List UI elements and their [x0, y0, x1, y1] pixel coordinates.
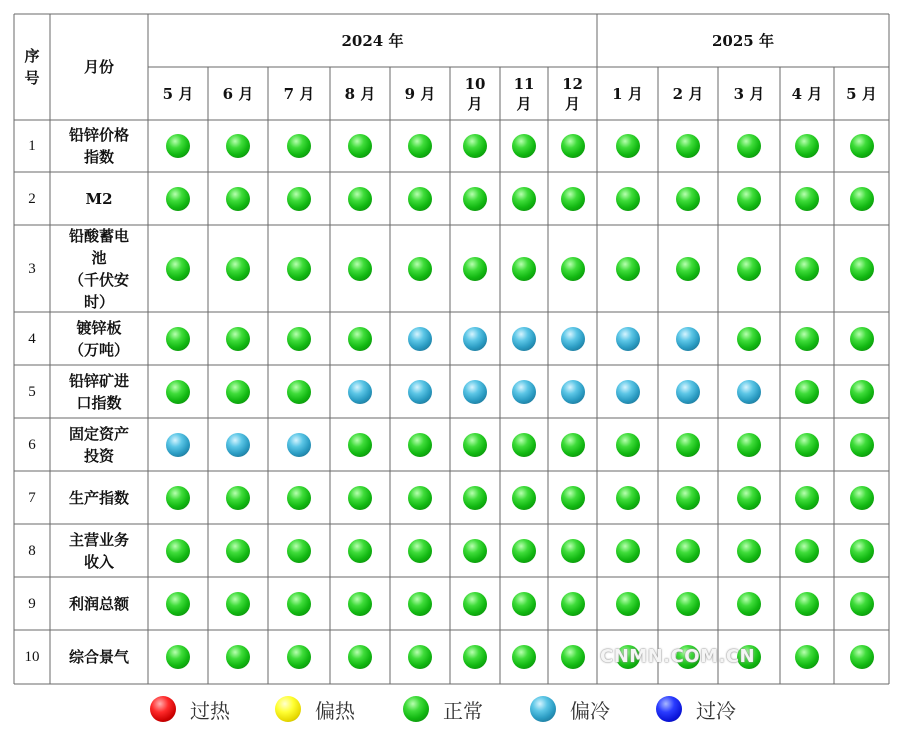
green-ball-icon [463, 592, 487, 616]
green-ball-icon [795, 539, 819, 563]
indicator-name: 铅酸蓄电 池 （千伏安 时） [68, 226, 129, 311]
green-ball-icon [166, 257, 190, 281]
green-ball-icon [408, 134, 432, 158]
green-ball-icon [348, 486, 372, 510]
green-ball-icon [561, 539, 585, 563]
green-ball-icon [408, 433, 432, 457]
row-number: 7 [28, 489, 36, 506]
green-ball-icon [463, 187, 487, 211]
lightblue-ball-icon [166, 433, 190, 457]
month-header: 4 月 [791, 84, 823, 103]
green-ball-icon [795, 592, 819, 616]
green-ball-icon [737, 327, 761, 351]
green-ball-icon [166, 327, 190, 351]
green-ball-icon [226, 486, 250, 510]
legend-label: 偏冷 [570, 698, 610, 723]
green-ball-icon [408, 486, 432, 510]
green-ball-icon [348, 134, 372, 158]
green-ball-icon [463, 433, 487, 457]
month-header: 5 月 [846, 84, 877, 103]
indicator-name: 综合景气 [68, 648, 129, 666]
row-number: 6 [28, 436, 36, 453]
green-ball-icon [226, 592, 250, 616]
green-ball-icon [463, 134, 487, 158]
green-ball-icon [850, 187, 874, 211]
green-ball-icon [676, 187, 700, 211]
green-ball-icon [616, 187, 640, 211]
legend-label: 过冷 [696, 698, 736, 723]
lightblue-ball-icon [512, 380, 536, 404]
row-number: 10 [24, 649, 40, 665]
green-ball-icon [616, 134, 640, 158]
month-header: 8 月 [344, 84, 376, 103]
lightblue-ball-icon [287, 433, 311, 457]
green-ball-icon [850, 257, 874, 281]
month-header: 9 月 [404, 84, 436, 103]
lightblue-ball-icon [408, 327, 432, 351]
indicator-name: 铅锌价格 指数 [68, 126, 129, 166]
green-ball-icon [463, 257, 487, 281]
green-ball-icon [795, 187, 819, 211]
green-ball-icon [408, 539, 432, 563]
lightblue-ball-icon [226, 433, 250, 457]
green-ball-icon [348, 327, 372, 351]
green-ball-icon [737, 539, 761, 563]
green-ball-icon [795, 134, 819, 158]
lightblue-ball-icon [463, 380, 487, 404]
green-ball-icon [166, 539, 190, 563]
green-ball-icon [850, 486, 874, 510]
green-ball-icon [166, 486, 190, 510]
green-ball-icon [463, 486, 487, 510]
legend-item-warm [275, 695, 355, 723]
legend-label: 偏热 [315, 698, 355, 723]
green-ball-icon [287, 645, 311, 669]
green-ball-icon [348, 257, 372, 281]
green-ball-icon [676, 539, 700, 563]
row-number: 4 [28, 330, 36, 347]
green-ball-icon [226, 380, 250, 404]
legend-label: 正常 [443, 698, 483, 723]
green-ball-icon [676, 257, 700, 281]
blue-ball-icon [656, 696, 682, 722]
green-ball-icon [676, 486, 700, 510]
row-number: 3 [28, 260, 36, 277]
green-ball-icon [226, 257, 250, 281]
indicator-name: 铅锌矿进 口指数 [68, 371, 129, 412]
indicator-name: 镀锌板 （万吨） [68, 318, 129, 359]
green-ball-icon [561, 187, 585, 211]
green-ball-icon [226, 539, 250, 563]
green-ball-icon [403, 696, 429, 722]
green-ball-icon [348, 645, 372, 669]
green-ball-icon [795, 257, 819, 281]
lightblue-ball-icon [737, 380, 761, 404]
month-header: 6 月 [222, 84, 254, 103]
green-ball-icon [348, 592, 372, 616]
green-ball-icon [287, 539, 311, 563]
green-ball-icon [850, 433, 874, 457]
legend-item-cold [530, 695, 610, 723]
green-ball-icon [287, 592, 311, 616]
header-month: 月份 [83, 58, 114, 76]
lightblue-ball-icon [408, 380, 432, 404]
indicator-name: 生产指数 [68, 488, 129, 507]
header-seq: 序 号 [24, 47, 40, 87]
row-number: 1 [28, 138, 36, 154]
green-ball-icon [850, 592, 874, 616]
month-header: 11 月 [513, 74, 535, 113]
row-number: 8 [28, 542, 36, 559]
green-ball-icon [348, 187, 372, 211]
green-ball-icon [561, 433, 585, 457]
legend-item-overheat [150, 695, 230, 723]
yellow-ball-icon [275, 696, 301, 722]
green-ball-icon [287, 486, 311, 510]
green-ball-icon [561, 592, 585, 616]
row-number: 9 [28, 595, 36, 612]
lightblue-ball-icon [616, 327, 640, 351]
green-ball-icon [676, 134, 700, 158]
green-ball-icon [463, 645, 487, 669]
green-ball-icon [795, 645, 819, 669]
green-ball-icon [616, 486, 640, 510]
green-ball-icon [561, 134, 585, 158]
red-ball-icon [150, 696, 176, 722]
green-ball-icon [287, 134, 311, 158]
green-ball-icon [616, 539, 640, 563]
green-ball-icon [512, 486, 536, 510]
green-ball-icon [737, 134, 761, 158]
green-ball-icon [512, 187, 536, 211]
green-ball-icon [512, 539, 536, 563]
green-ball-icon [512, 645, 536, 669]
green-ball-icon [850, 134, 874, 158]
green-ball-icon [850, 327, 874, 351]
green-ball-icon [850, 645, 874, 669]
green-ball-icon [408, 645, 432, 669]
green-ball-icon [226, 645, 250, 669]
green-ball-icon [408, 257, 432, 281]
lightblue-ball-icon [561, 380, 585, 404]
indicator-name: 固定资产 投资 [68, 424, 129, 465]
green-ball-icon [512, 134, 536, 158]
green-ball-icon [287, 327, 311, 351]
month-header: 2 月 [672, 84, 704, 103]
green-ball-icon [737, 433, 761, 457]
green-ball-icon [166, 592, 190, 616]
green-ball-icon [166, 134, 190, 158]
lightblue-ball-icon [348, 380, 372, 404]
lightblue-ball-icon [530, 696, 556, 722]
row-number: 2 [28, 190, 36, 207]
lightblue-ball-icon [561, 327, 585, 351]
green-ball-icon [166, 380, 190, 404]
month-header: 1 月 [612, 84, 643, 103]
green-ball-icon [737, 187, 761, 211]
green-ball-icon [561, 645, 585, 669]
green-ball-icon [463, 539, 487, 563]
lightblue-ball-icon [676, 327, 700, 351]
month-header: 5 月 [162, 84, 194, 103]
month-header: 12 月 [562, 74, 583, 113]
row-number: 5 [28, 383, 36, 400]
green-ball-icon [561, 486, 585, 510]
watermark: CNMN.COM.CN [600, 646, 756, 667]
green-ball-icon [676, 433, 700, 457]
legend-label: 过热 [190, 698, 230, 723]
indicator-name: M2 [85, 189, 113, 208]
header-year-2025: 2025 年 [712, 31, 774, 50]
green-ball-icon [616, 433, 640, 457]
green-ball-icon [737, 486, 761, 510]
green-ball-icon [795, 380, 819, 404]
lightblue-ball-icon [463, 327, 487, 351]
header-year-2024: 2024 年 [341, 31, 404, 50]
green-ball-icon [348, 433, 372, 457]
month-header: 10 月 [464, 74, 486, 113]
green-ball-icon [795, 433, 819, 457]
month-header: 3 月 [733, 84, 765, 103]
legend-item-overcool [656, 695, 736, 723]
green-ball-icon [408, 592, 432, 616]
green-ball-icon [348, 539, 372, 563]
green-ball-icon [226, 134, 250, 158]
green-ball-icon [512, 257, 536, 281]
green-ball-icon [512, 433, 536, 457]
green-ball-icon [226, 327, 250, 351]
indicator-name: 主营业务 收入 [68, 530, 129, 571]
green-ball-icon [166, 645, 190, 669]
legend-item-normal [403, 695, 483, 723]
lightblue-ball-icon [676, 380, 700, 404]
green-ball-icon [737, 592, 761, 616]
lightblue-ball-icon [512, 327, 536, 351]
green-ball-icon [850, 539, 874, 563]
month-header: 7 月 [283, 84, 315, 103]
green-ball-icon [166, 187, 190, 211]
green-ball-icon [287, 380, 311, 404]
green-ball-icon [561, 257, 585, 281]
green-ball-icon [616, 592, 640, 616]
green-ball-icon [512, 592, 536, 616]
legend [0, 689, 900, 729]
green-ball-icon [795, 327, 819, 351]
green-ball-icon [287, 187, 311, 211]
green-ball-icon [737, 257, 761, 281]
green-ball-icon [676, 592, 700, 616]
green-ball-icon [226, 187, 250, 211]
green-ball-icon [408, 187, 432, 211]
indicator-name: 利润总额 [68, 594, 129, 613]
green-ball-icon [850, 380, 874, 404]
green-ball-icon [616, 257, 640, 281]
lightblue-ball-icon [616, 380, 640, 404]
green-ball-icon [795, 486, 819, 510]
green-ball-icon [287, 257, 311, 281]
